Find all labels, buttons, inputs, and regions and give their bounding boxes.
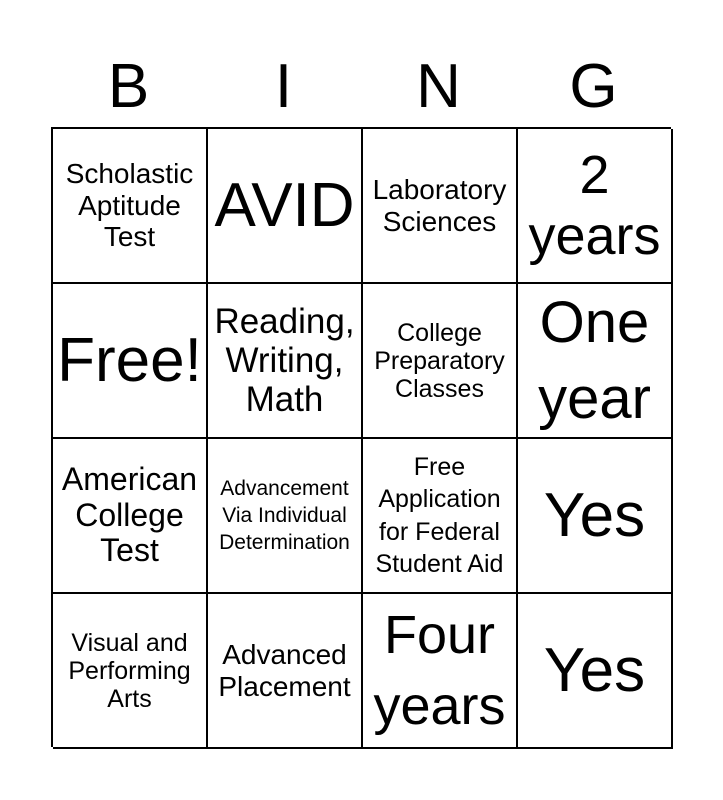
bingo-cell-r4c2	[208, 594, 363, 749]
cell-text: Advanced Placement	[218, 639, 351, 702]
bingo-cell-r4c4	[518, 594, 673, 749]
cell-text: Advancement Via Individual Determination	[219, 476, 350, 555]
header-letter-g: G	[569, 52, 618, 121]
cell-text: Free!	[57, 325, 202, 395]
header-letter-b: B	[107, 52, 150, 121]
bingo-header	[51, 52, 671, 122]
bingo-cell-r3c4	[518, 439, 673, 594]
bingo-cell-r4c3	[363, 594, 518, 749]
header-letter-n: N	[416, 52, 461, 121]
bingo-cell-r2c3	[363, 284, 518, 439]
cell-text: Scholastic Aptitude Test	[65, 158, 194, 253]
cell-text: American College Test	[61, 460, 198, 569]
bingo-cell-r2c2	[208, 284, 363, 439]
bingo-cell-r3c1	[53, 439, 208, 594]
cell-text: 2 years	[528, 145, 661, 266]
bingo-cell-r1c2	[208, 129, 363, 284]
cell-text: AVID	[214, 170, 355, 240]
bingo-cell-r2c1	[53, 284, 208, 439]
cell-text: One year	[538, 290, 651, 431]
cell-text: Free Application for Federal Student Aid	[375, 452, 504, 578]
cell-text: Reading, Writing, Math	[214, 301, 355, 420]
cell-text: Four years	[373, 605, 506, 736]
bingo-cell-r1c1	[53, 129, 208, 284]
cell-text: Yes	[543, 480, 646, 550]
header-letter-i: I	[274, 52, 293, 121]
cell-text: Visual and Performing Arts	[68, 628, 191, 713]
bingo-card-grid	[51, 127, 671, 747]
bingo-cell-r2c4	[518, 284, 673, 439]
bingo-cell-r3c3	[363, 439, 518, 594]
bingo-cell-r1c4	[518, 129, 673, 284]
bingo-cell-r1c3	[363, 129, 518, 284]
cell-text: College Preparatory Classes	[374, 318, 505, 403]
bingo-cell-r4c1	[53, 594, 208, 749]
bingo-cell-r3c2	[208, 439, 363, 594]
cell-text: Yes	[543, 635, 646, 705]
cell-text: Laboratory Sciences	[372, 174, 507, 237]
